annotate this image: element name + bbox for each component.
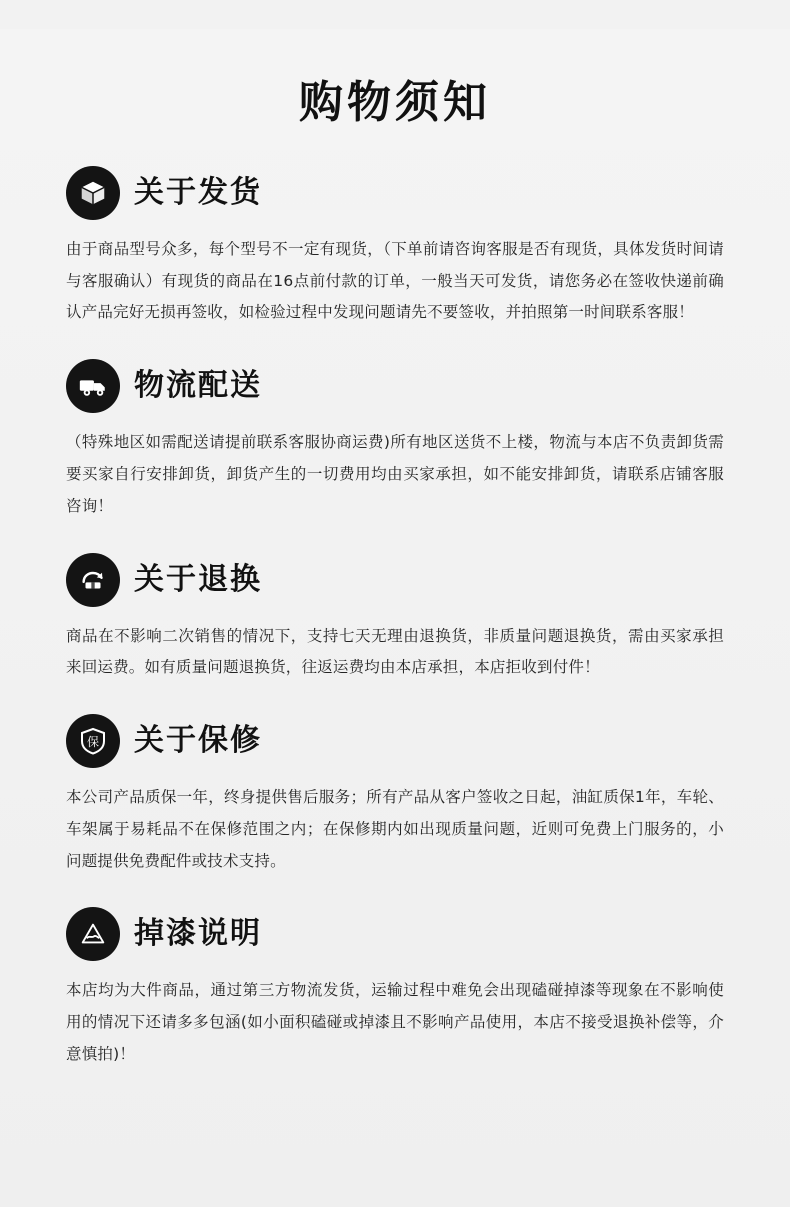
- section-body: （特殊地区如需配送请提前联系客服协商运费)所有地区送货不上楼，物流与本店不负责卸货需要买家自行安排卸货，卸货产生的一切费用均由买家承担，如不能安排卸货，请联系店铺客服咨询！: [66, 433, 724, 515]
- section-header: [66, 714, 724, 768]
- section-body: 由于商品型号众多，每个型号不一定有现货，（下单前请咨询客服是否有现货，具体发货时间请与客服确认）有现货的商品在16点前付款的订单，一般当天可发货，请您务必在签收快递前确认产品完好无损再签收，如检验过程中发现问题请先不要签收，并拍照第一时间联系客服！: [66, 239, 724, 322]
- paint-chip-icon: [66, 907, 120, 961]
- section-header: [66, 907, 724, 961]
- section-body: 本店均为大件商品，通过第三方物流发货，运输过程中难免会出现磕碰掉漆等现象在不影响使用的情况下还请多多包涵(如小面积磕碰或掉漆且不影响产品使用，本店不接受退换补偿等，介意慎拍)！: [66, 981, 724, 1063]
- section-logistics: [66, 359, 724, 522]
- section-header: [66, 166, 724, 220]
- return-exchange-icon: [66, 553, 120, 607]
- delivery-truck-icon: [66, 359, 120, 413]
- shopping-notice-page: [0, 29, 790, 1207]
- section-title: 关于退换: [134, 561, 262, 597]
- section-body: 商品在不影响二次销售的情况下，支持七天无理由退换货，非质量问题退换货，需由买家承担来回运费。如有质量问题退换货，往返运费均由本店承担，本店拒收到付件！: [66, 626, 724, 677]
- section-returns: [66, 553, 724, 685]
- section-title: 关于发货: [134, 174, 262, 210]
- section-body: 本公司产品质保一年，终身提供售后服务；所有产品从客户签收之日起，油缸质保1年，车轮、车架属于易耗品不在保修范围之内；在保修期内如出现质量问题，近则可免费上门服务的，小问题提供免费配件或技术支持。: [66, 788, 724, 870]
- section-shipping: [66, 166, 724, 329]
- notice-sections: [66, 166, 724, 1091]
- warranty-shield-icon: [66, 714, 120, 768]
- svg-text:保: 保: [86, 735, 100, 750]
- section-title: 物流配送: [134, 368, 262, 404]
- section-header: [66, 553, 724, 607]
- section-warranty: [66, 714, 724, 877]
- section-paint-chipping: [66, 907, 724, 1070]
- page-title: 购物须知: [299, 77, 491, 129]
- section-header: [66, 359, 724, 413]
- section-title: 关于保修: [134, 723, 262, 759]
- section-title: 掉漆说明: [134, 916, 262, 952]
- package-box-icon: [66, 166, 120, 220]
